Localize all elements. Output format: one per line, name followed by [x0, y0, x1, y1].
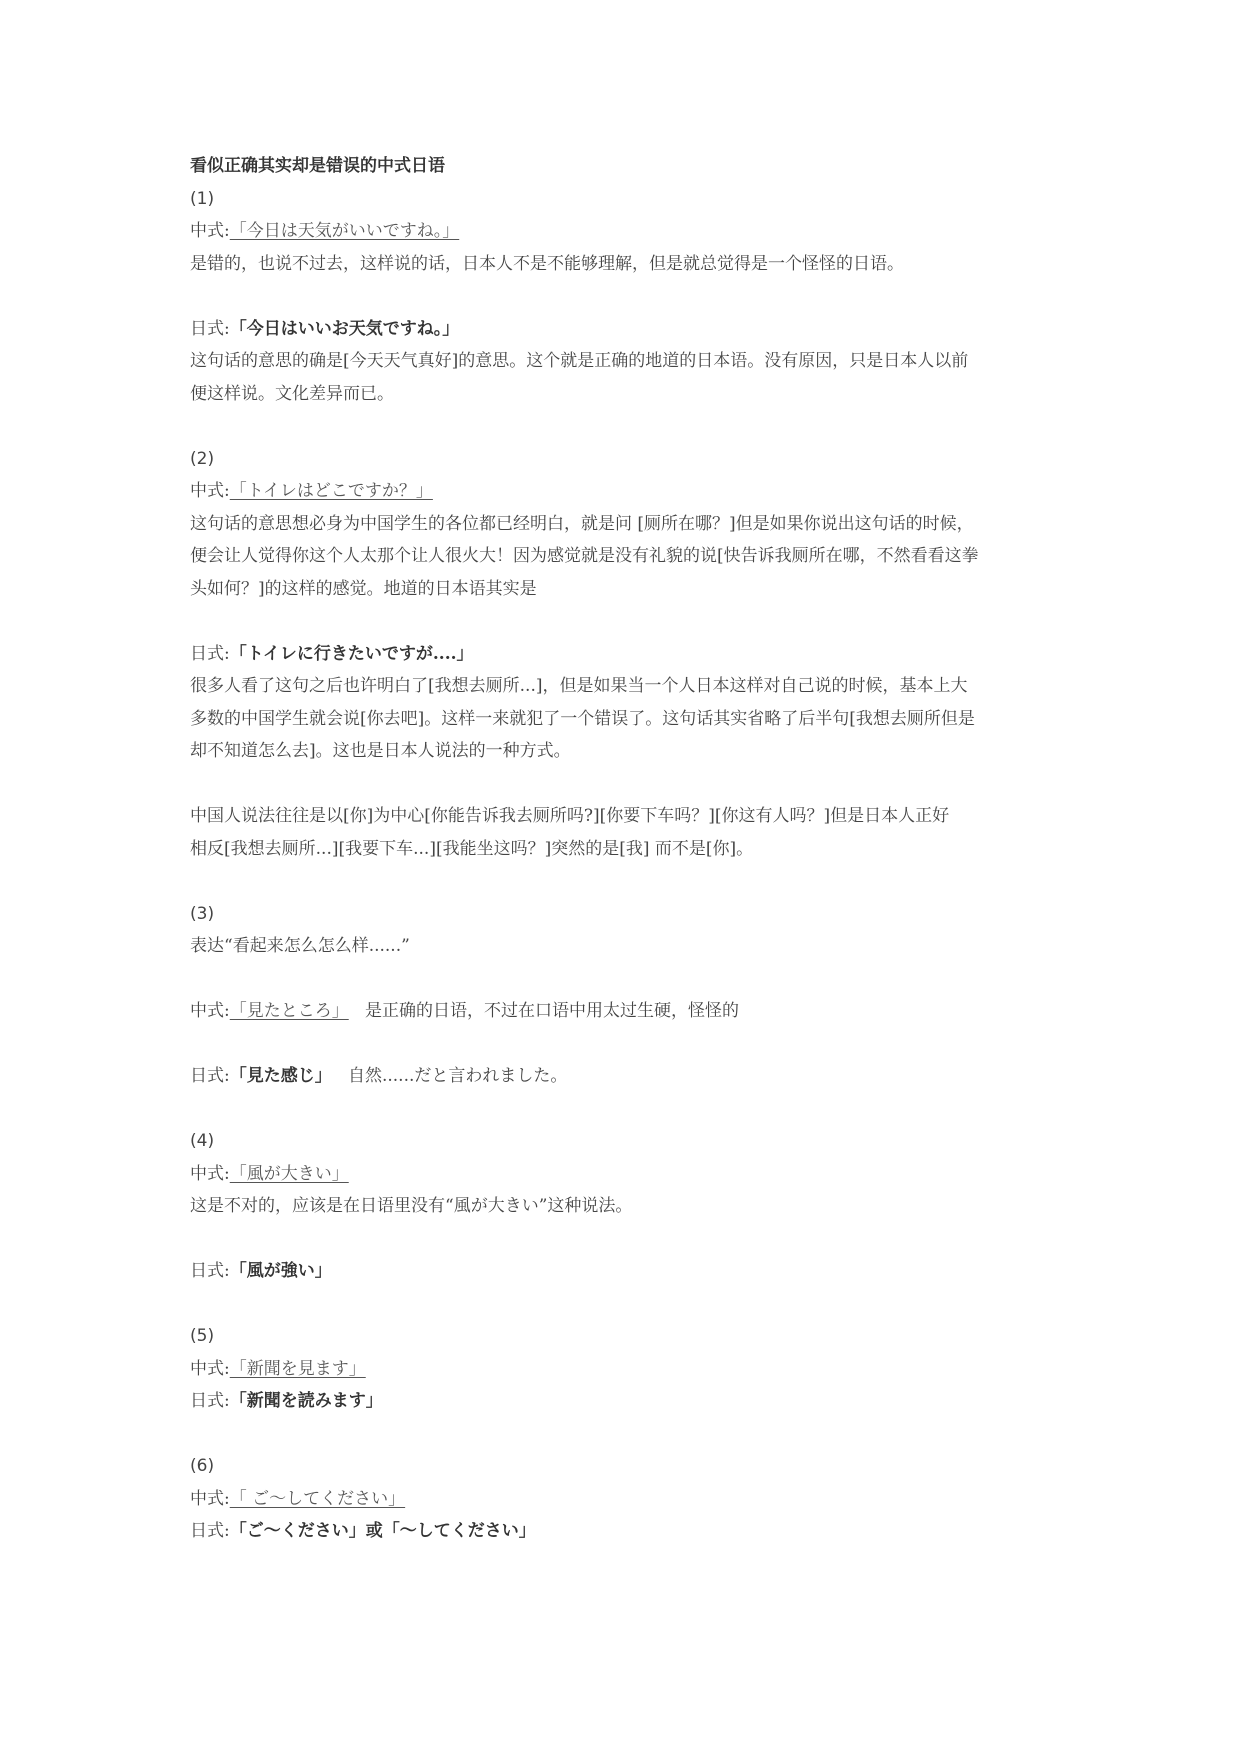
explanation-text: 多数的中国学生就会说[你去吧]。这样一来就犯了一个错误了。这句话其实省略了后半句[我想去厕所但是 — [190, 708, 975, 729]
chinese-style-label: 中式: — [190, 481, 230, 501]
spacer — [190, 1028, 1070, 1061]
explanation-text: 是错的，也说不过去，这样说的话，日本人不是不能够理解，但是就总觉得是一个怪怪的日语。 — [190, 253, 904, 274]
spacer — [190, 1288, 1070, 1321]
chinese-style-phrase: 「トイレはどこですか？」 — [229, 481, 433, 501]
japanese-style-label: 日式: — [190, 1261, 230, 1281]
japanese-style-phrase: 「今日はいいお天気ですね。」 — [229, 318, 460, 339]
document-body — [190, 150, 1070, 1548]
explanation-text: 便会让人觉得你这个人太那个让人很火大！因为感觉就是没有礼貌的说[快告诉我厕所在哪，不然看看这拳 — [190, 546, 979, 566]
section-number: (4) — [190, 1131, 215, 1151]
explanation-text: 这句话的意思想必身为中国学生的各位都已经明白，就是问 [厕所在哪？]但是如果你说出这句话的时候， — [190, 513, 974, 534]
section-number: (6) — [190, 1456, 215, 1476]
section-number: (5) — [190, 1326, 215, 1346]
chinese-style-phrase: 「 ご～してください」 — [229, 1488, 406, 1509]
chinese-style-label: 中式: — [190, 221, 230, 241]
spacer — [190, 1223, 1070, 1256]
chinese-style-line — [190, 1158, 1070, 1191]
chinese-style-phrase: 「見たところ」 — [229, 1001, 349, 1021]
spacer — [190, 280, 1070, 313]
japanese-style-phrase: 「トイレに行きたいですが....」 — [229, 643, 474, 664]
chinese-style-line — [190, 215, 1070, 248]
chinese-style-line — [190, 1353, 1070, 1386]
document-title: 看似正确其实却是错误的中式日语 — [190, 156, 445, 176]
section-number: (2) — [190, 448, 215, 469]
explanation-text: 相反[我想去厕所...][我要下车...][我能坐这吗？]突然的是[我] 而不是[你]。 — [190, 838, 754, 859]
spacer — [190, 1093, 1070, 1126]
section-number: (3) — [190, 903, 215, 924]
explanation-text: 便这样说。文化差异而已。 — [190, 383, 394, 404]
spacer — [190, 1418, 1070, 1451]
japanese-style-line — [190, 313, 1070, 346]
japanese-style-label: 日式: — [190, 1521, 230, 1541]
spacer — [190, 865, 1070, 898]
japanese-style-label: 日式: — [190, 1391, 230, 1411]
japanese-style-label: 日式: — [190, 318, 230, 339]
chinese-style-label: 中式: — [190, 1488, 230, 1509]
spacer — [190, 963, 1070, 996]
japanese-style-line — [190, 1385, 1070, 1418]
explanation-text: 头如何？]的这样的感觉。地道的日本语其实是 — [190, 578, 537, 599]
section-intro: 表达“看起来怎么怎么样......” — [190, 936, 410, 956]
explanation-text: 却不知道怎么去]。这也是日本人说法的一种方式。 — [190, 741, 571, 761]
japanese-style-line — [190, 638, 1070, 671]
explanation-text: 很多人看了这句之后也许明白了[我想去厕所...]，但是如果当一个人日本这样对自己说的时候，基本上大 — [190, 676, 968, 696]
japanese-style-phrase: 「見た感じ」 — [229, 1066, 332, 1086]
japanese-style-phrase: 「ご～ください」 — [229, 1521, 366, 1541]
explanation-text: 中国人说法往往是以[你]为中心[你能告诉我去厕所吗?][你要下车吗？][你这有人吗？]但是日本人正好 — [190, 806, 950, 826]
japanese-style-phrase: 「～してください」 — [382, 1521, 536, 1541]
chinese-style-line — [190, 995, 1070, 1028]
spacer — [190, 768, 1070, 801]
conjunction-text: 或 — [365, 1521, 383, 1541]
japanese-style-line — [190, 1255, 1070, 1288]
japanese-style-line — [190, 1515, 1070, 1548]
japanese-style-label: 日式: — [190, 643, 230, 664]
explanation-text: 是正确的日语，不过在口语中用太过生硬，怪怪的 — [364, 1001, 739, 1021]
explanation-text: 这句话的意思的确是[今天天气真好]的意思。这个就是正确的地道的日本语。没有原因，只是日本人以前 — [190, 351, 969, 371]
chinese-style-label: 中式: — [190, 1358, 230, 1379]
japanese-style-phrase: 「新聞を読みます」 — [229, 1391, 383, 1411]
chinese-style-line — [190, 475, 1070, 508]
explanation-text: 这是不对的，应该是在日语里没有“風が大きい”这种说法。 — [190, 1196, 633, 1216]
chinese-style-phrase: 「新聞を見ます」 — [229, 1358, 366, 1379]
chinese-style-label: 中式: — [190, 1001, 230, 1021]
chinese-style-label: 中式: — [190, 1163, 230, 1184]
japanese-style-line — [190, 1060, 1070, 1093]
chinese-style-line — [190, 1483, 1070, 1516]
section-number: (1) — [190, 188, 215, 209]
chinese-style-phrase: 「今日は天気がいいですね。」 — [229, 221, 460, 241]
japanese-style-label: 日式: — [190, 1066, 230, 1086]
chinese-style-phrase: 「風が大きい」 — [229, 1163, 349, 1184]
japanese-style-phrase: 「風が強い」 — [229, 1261, 332, 1281]
spacer — [190, 605, 1070, 638]
explanation-text: 自然......だと言われました。 — [347, 1066, 568, 1086]
spacer — [190, 410, 1070, 443]
